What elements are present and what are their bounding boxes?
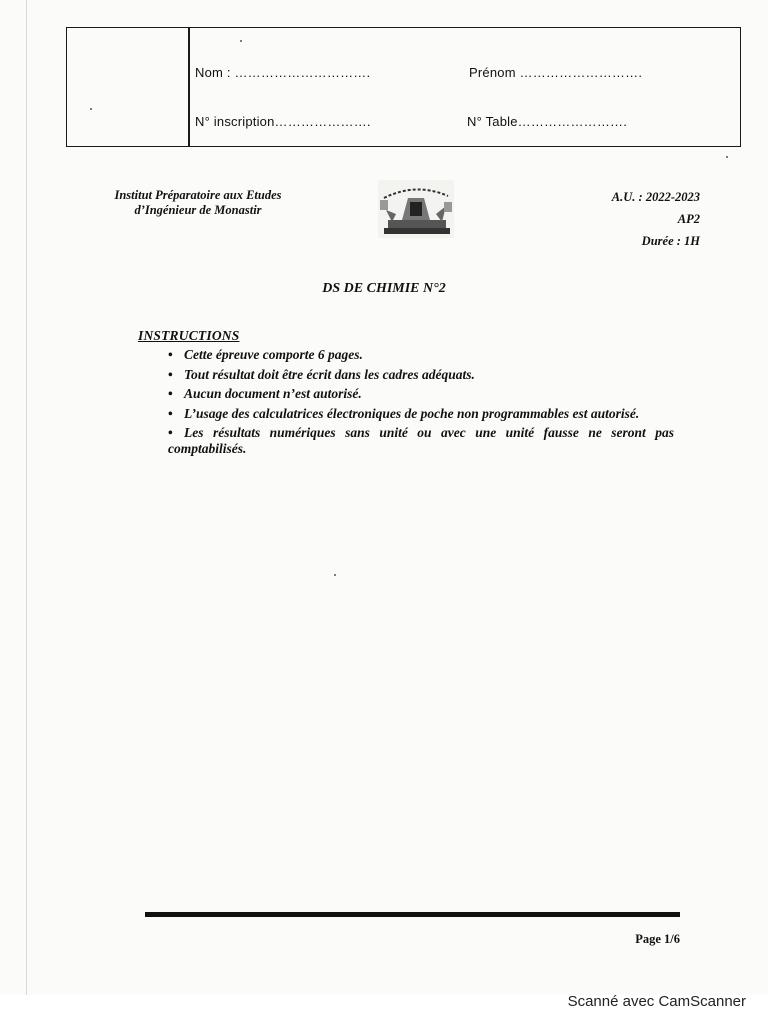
institute-name bbox=[98, 188, 298, 218]
scan-speck bbox=[240, 40, 242, 42]
bullet-icon: • bbox=[168, 425, 173, 440]
instruction-item: • L’usage des calculatrices électroniques de poche non programmables est autorisé. bbox=[168, 405, 640, 421]
bullet-icon: • bbox=[168, 386, 173, 401]
footer-rule bbox=[145, 912, 680, 917]
instruction-item: • Aucun document n’est autorisé. bbox=[168, 386, 362, 401]
identification-box bbox=[66, 27, 741, 147]
instruction-item: • Cette épreuve comporte 6 pages. bbox=[168, 347, 363, 362]
page-number: Page 1/6 bbox=[635, 932, 680, 946]
duration: Durée : 1H bbox=[641, 234, 700, 248]
instructions-list bbox=[168, 347, 674, 461]
scanner-watermark: Scanné avec CamScanner bbox=[567, 993, 746, 1010]
institute-line-1: Institut Préparatoire aux Etudes bbox=[114, 188, 282, 202]
instructions-heading: INSTRUCTIONS bbox=[138, 328, 240, 343]
bullet-icon: • bbox=[168, 366, 173, 382]
level: AP2 bbox=[677, 212, 700, 226]
exam-meta bbox=[612, 186, 700, 252]
exam-title: DS DE CHIMIE N°2 bbox=[322, 281, 446, 296]
field-table[interactable]: N° Table……………………. bbox=[467, 114, 628, 129]
field-prenom[interactable]: Prénom ………………………. bbox=[469, 65, 643, 80]
field-nom[interactable]: Nom : …………………………. bbox=[195, 65, 371, 80]
academic-year: A.U. : 2022-2023 bbox=[611, 190, 700, 204]
box-divider bbox=[188, 28, 190, 146]
scan-speck bbox=[726, 156, 728, 158]
scan-speck bbox=[90, 108, 92, 110]
scan-speck bbox=[334, 574, 336, 576]
page-edge bbox=[26, 0, 27, 995]
institute-logo-icon bbox=[378, 180, 454, 238]
field-inscription[interactable]: N° inscription…………………. bbox=[195, 114, 371, 129]
bullet-icon: • bbox=[168, 347, 173, 362]
bullet-icon: • bbox=[168, 405, 173, 421]
institute-line-2: d’Ingénieur de Monastir bbox=[134, 203, 262, 217]
instruction-item: • Tout résultat doit être écrit dans les cadres adéquats. bbox=[168, 366, 475, 382]
instruction-item: • Les résultats numériques sans unité ou avec une unité fausse ne seront pas comptabilisés. bbox=[168, 425, 674, 456]
